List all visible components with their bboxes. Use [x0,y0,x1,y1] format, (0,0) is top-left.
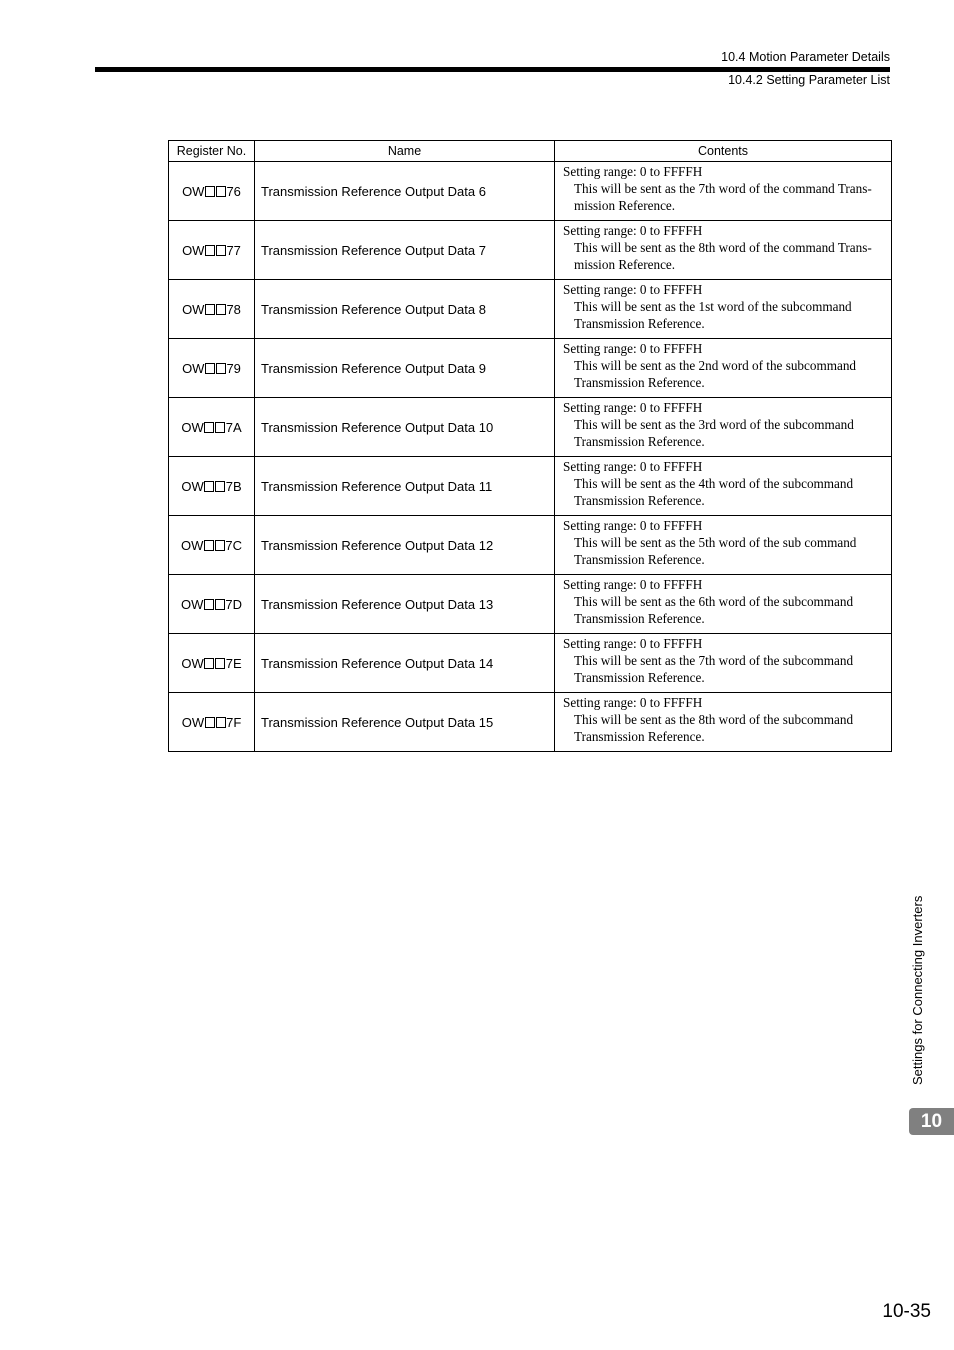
parameter-description: This will be sent as the 3rd word of the subcommand Transmission Reference. [574,417,854,449]
register-prefix: OW [182,301,205,317]
parameter-contents [555,162,892,221]
register-prefix: OW [182,183,205,199]
chapter-tab: 10 [909,1108,954,1135]
parameter-description: This will be sent as the 4th word of the subcommand Transmission Reference. [574,476,854,508]
placeholder-box-icon [216,363,226,374]
register-no [169,516,255,575]
register-prefix: OW [180,537,204,553]
register-no [169,398,255,457]
table-row [169,634,892,693]
register-suffix: 78 [226,301,241,317]
placeholder-box-icon [205,304,215,315]
placeholder-box-icon [215,422,225,433]
table-row [169,457,892,516]
register-no [169,339,255,398]
setting-range: Setting range: 0 to FFFFH [563,400,703,415]
parameter-name: Transmission Reference Output Data 6 [255,162,555,221]
parameter-description: This will be sent as the 7th word of the subcommand Transmission Reference. [574,653,854,685]
placeholder-box-icon [204,481,214,492]
register-suffix: 7C [225,537,242,553]
parameter-name: Transmission Reference Output Data 7 [255,221,555,280]
table-row [169,339,892,398]
register-prefix: OW [181,478,204,494]
table-row [169,280,892,339]
parameter-description: This will be sent as the 5th word of the sub command Transmission Reference. [574,535,857,567]
setting-range: Setting range: 0 to FFFFH [563,223,703,238]
parameter-description: This will be sent as the 1st word of the subcommand Transmission Reference. [574,299,852,331]
parameter-contents [555,516,892,575]
placeholder-box-icon [204,658,214,669]
table-header-row [169,141,892,162]
parameter-description: This will be sent as the 7th word of the command Trans-mission Reference. [574,181,872,213]
parameter-contents [555,221,892,280]
table-row [169,575,892,634]
parameter-contents [555,280,892,339]
register-prefix: OW [181,655,204,671]
parameter-contents [555,457,892,516]
placeholder-box-icon [204,422,214,433]
setting-range: Setting range: 0 to FFFFH [563,518,703,533]
placeholder-box-icon [216,245,226,256]
register-suffix: 79 [226,360,241,376]
setting-range: Setting range: 0 to FFFFH [563,164,703,179]
register-no [169,634,255,693]
placeholder-box-icon [215,540,225,551]
header-name: Name [255,141,555,162]
register-suffix: 7D [225,596,242,612]
parameter-name: Transmission Reference Output Data 11 [255,457,555,516]
section-title: 10.4 Motion Parameter Details [721,50,890,64]
table-row [169,693,892,752]
setting-range: Setting range: 0 to FFFFH [563,695,703,710]
header-register-no: Register No. [169,141,255,162]
setting-range: Setting range: 0 to FFFFH [563,577,703,592]
setting-range: Setting range: 0 to FFFFH [563,282,703,297]
register-suffix: 7F [226,714,242,730]
register-prefix: OW [180,596,204,612]
placeholder-box-icon [216,304,226,315]
placeholder-box-icon [204,599,214,610]
placeholder-box-icon [216,186,226,197]
parameter-contents [555,339,892,398]
parameter-contents [555,398,892,457]
parameter-description: This will be sent as the 8th word of the subcommand Transmission Reference. [574,712,854,744]
setting-range: Setting range: 0 to FFFFH [563,636,703,651]
register-suffix: 7B [225,478,242,494]
register-no [169,575,255,634]
parameter-name: Transmission Reference Output Data 15 [255,693,555,752]
setting-range: Setting range: 0 to FFFFH [563,459,703,474]
register-prefix: OW [181,714,205,730]
parameter-description: This will be sent as the 6th word of the subcommand Transmission Reference. [574,594,854,626]
register-prefix: OW [182,360,205,376]
register-suffix: 76 [226,183,241,199]
chapter-side-title: Settings for Connecting Inverters [910,895,925,1085]
placeholder-box-icon [215,658,225,669]
placeholder-box-icon [215,481,225,492]
parameter-contents [555,634,892,693]
header-contents: Contents [555,141,892,162]
placeholder-box-icon [216,717,226,728]
parameter-name: Transmission Reference Output Data 13 [255,575,555,634]
header-rule [95,67,890,72]
parameter-name: Transmission Reference Output Data 14 [255,634,555,693]
register-no [169,162,255,221]
parameter-contents [555,693,892,752]
parameter-name: Transmission Reference Output Data 12 [255,516,555,575]
parameter-contents [555,575,892,634]
placeholder-box-icon [205,245,215,256]
register-no [169,221,255,280]
page-number: 10-35 [882,1301,931,1322]
setting-range: Setting range: 0 to FFFFH [563,341,703,356]
parameter-name: Transmission Reference Output Data 10 [255,398,555,457]
table-row [169,516,892,575]
register-prefix: OW [182,242,205,258]
register-suffix: 7A [225,419,242,435]
parameter-name: Transmission Reference Output Data 9 [255,339,555,398]
table-row [169,398,892,457]
parameter-table [168,140,892,752]
parameter-description: This will be sent as the 8th word of the command Trans-mission Reference. [574,240,872,272]
placeholder-box-icon [205,717,215,728]
table-row [169,162,892,221]
register-suffix: 77 [226,242,241,258]
parameter-name: Transmission Reference Output Data 8 [255,280,555,339]
register-prefix: OW [181,419,204,435]
placeholder-box-icon [205,363,215,374]
register-suffix: 7E [225,655,242,671]
subsection-title: 10.4.2 Setting Parameter List [728,73,890,87]
register-no [169,693,255,752]
register-no [169,280,255,339]
placeholder-box-icon [205,186,215,197]
table-row [169,221,892,280]
placeholder-box-icon [215,599,225,610]
placeholder-box-icon [204,540,214,551]
parameter-description: This will be sent as the 2nd word of the subcommand Transmission Reference. [574,358,857,390]
register-no [169,457,255,516]
